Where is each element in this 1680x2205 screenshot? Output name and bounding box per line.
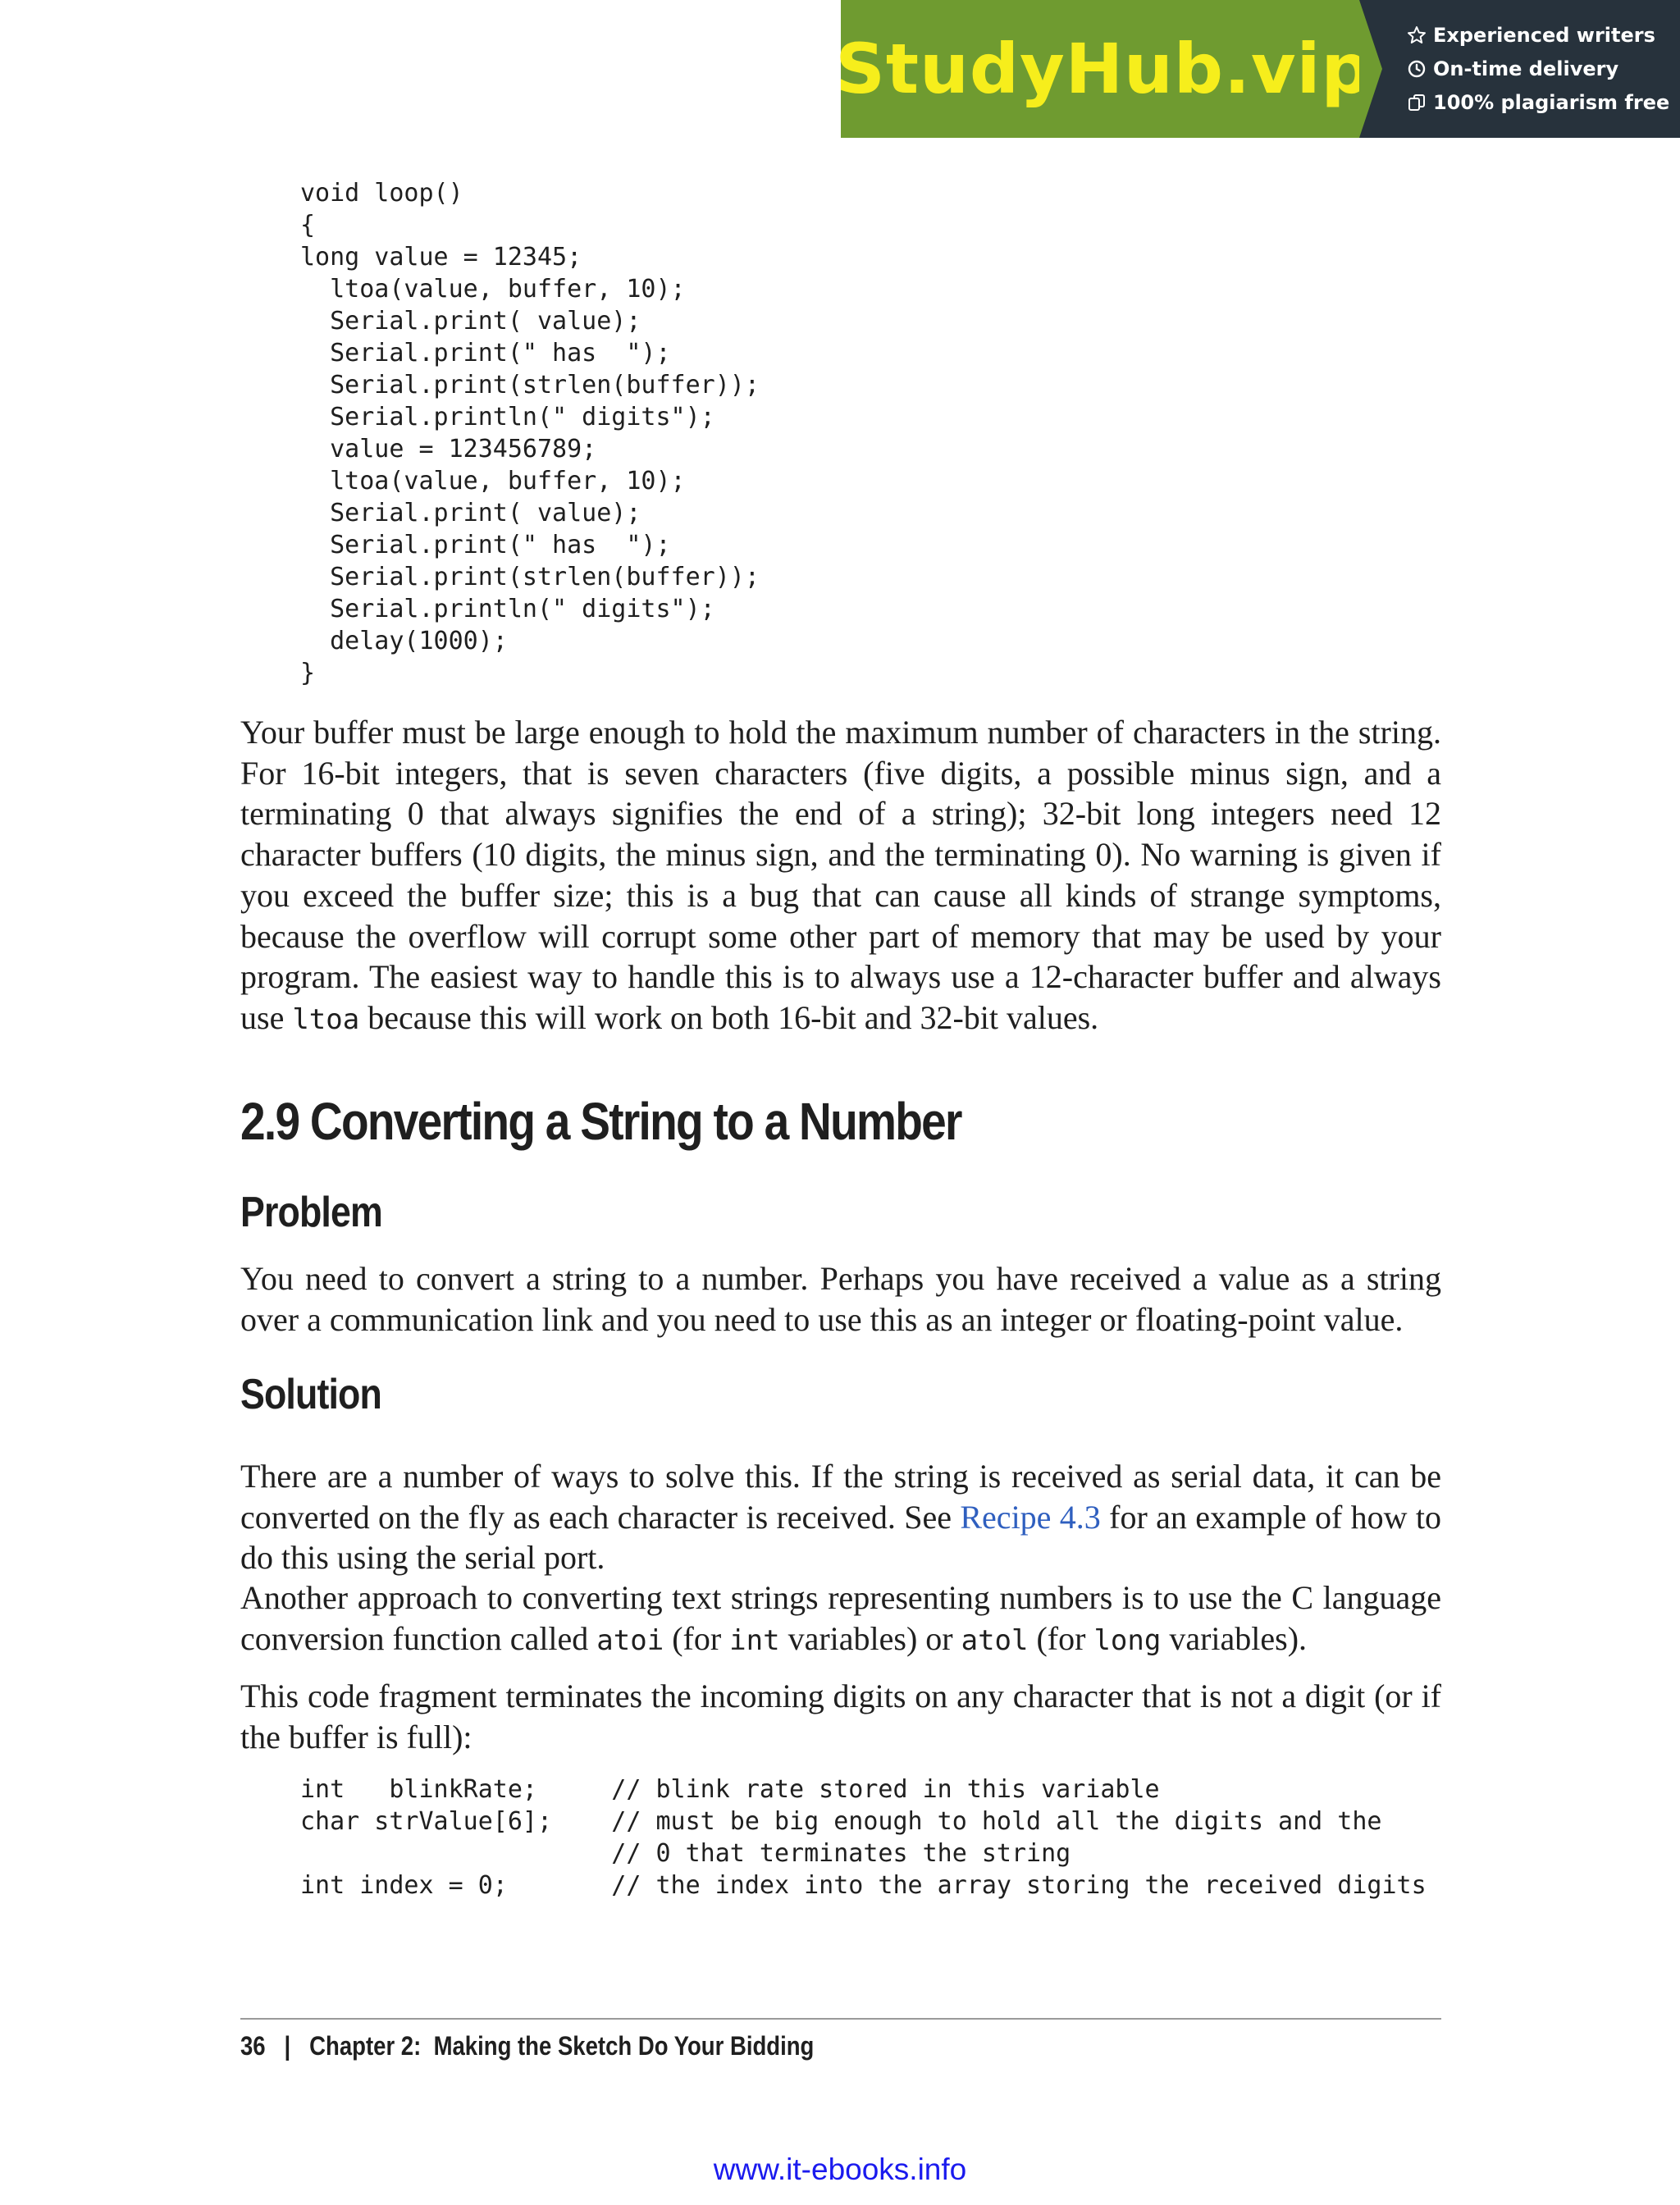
footer-divider <box>240 2018 1441 2020</box>
banner-features <box>1359 0 1680 138</box>
recipe-4-3-link[interactable]: Recipe 4.3 <box>960 1498 1101 1536</box>
paragraph-text: There are a number of ways to solve this. If the string is received as serial data, it can be converted on the fly as each character is received. See <box>240 1458 1441 1536</box>
page-number: 36 <box>240 2031 266 2061</box>
feature-label: 100% plagiarism free <box>1433 91 1670 114</box>
problem-paragraph: You need to convert a string to a number. Perhaps you have received a value as a string over a communication link and you need to use this as an integer or floating-point value. <box>240 1260 1441 1338</box>
section-heading: 2.9 Converting a String to a Number <box>240 1092 961 1151</box>
feature-label: On-time delivery <box>1433 57 1619 80</box>
brand-logo-text: StudyHub.vip <box>835 29 1372 109</box>
banner-brand-area <box>835 0 1372 138</box>
paragraph-text: (for <box>664 1619 730 1657</box>
chapter-title: Chapter 2: Making the Sketch Do Your Bidding <box>309 2031 815 2061</box>
studyhub-banner[interactable] <box>835 0 1680 138</box>
paragraph-text: (for <box>1028 1619 1094 1657</box>
paragraph-text: for an example of how to do this using the serial port. <box>240 1498 1442 1577</box>
solution-heading: Solution <box>240 1371 381 1418</box>
clock-icon <box>1407 59 1427 79</box>
inline-code-long: long <box>1093 1623 1162 1657</box>
star-icon <box>1407 25 1427 45</box>
inline-code-atoi: atoi <box>596 1623 664 1657</box>
solution-paragraph-1 <box>240 1456 1441 1578</box>
paragraph-text: because this will work on both 16-bit and 32-bit values. <box>359 998 1099 1036</box>
problem-heading: Problem <box>240 1189 382 1236</box>
feature-on-time-delivery <box>1407 52 1680 86</box>
inline-code-int: int <box>729 1623 780 1657</box>
paragraph-text: Your buffer must be large enough to hold the maximum number of characters in the string. For 16-bit integers, that is seven characters (five digits, a possible minus sign, and a terminating 0 that always signifies the end of a string); 32-bit long integers need 12 character buffers (10 digits, the minus sign, and the terminating 0). No warning is given if you exceed the buffer size; this is a bug that can cause all kinds of strange symptoms, because the overflow will corrupt some other part of memory that may be used by your program. The easiest way to handle this is to always use a 12-character buffer and always use <box>240 714 1441 1036</box>
watermark-link[interactable]: www.it-ebooks.info <box>713 2152 967 2186</box>
inline-code-ltoa: ltoa <box>292 1002 360 1036</box>
paragraph-text: Another approach to converting text strings representing numbers is to use the C language conversion function called <box>240 1579 1441 1657</box>
feature-plagiarism-free <box>1407 86 1680 120</box>
feature-experienced-writers <box>1407 19 1680 52</box>
code-block-loop: void loop() { long value = 12345; ltoa(value, buffer, 10); Serial.print( value); Serial.print(" has "); Serial.print(strlen(buffer)); Serial.println(" digits"); value = 123456789; ltoa(value, buffer, 10); Serial.print( value); Serial.print(" has "); Serial.print(strlen(buffer)); Serial.println(" digits"); delay(1000); } <box>300 179 760 687</box>
page-footer <box>240 2031 814 2061</box>
paragraph-text: variables) or <box>779 1619 961 1657</box>
buffer-size-paragraph <box>240 712 1441 1041</box>
solution-paragraph-3: This code fragment terminates the incoming digits on any character that is not a digit (or if the buffer is full): <box>240 1678 1441 1755</box>
feature-label: Experienced writers <box>1433 24 1655 47</box>
solution-paragraph-2 <box>240 1577 1441 1661</box>
paragraph-text: variables). <box>1161 1619 1308 1657</box>
footer-separator: | <box>284 2031 291 2061</box>
inline-code-atol: atol <box>961 1623 1029 1657</box>
code-block-variables: int blinkRate; // blink rate stored in this variable char strValue[6]; // must be big enough to hold all the digits and the // 0 that terminates the string int index = 0; // the index into the array storing the received digits <box>300 1775 1427 1900</box>
copy-icon <box>1407 93 1427 112</box>
